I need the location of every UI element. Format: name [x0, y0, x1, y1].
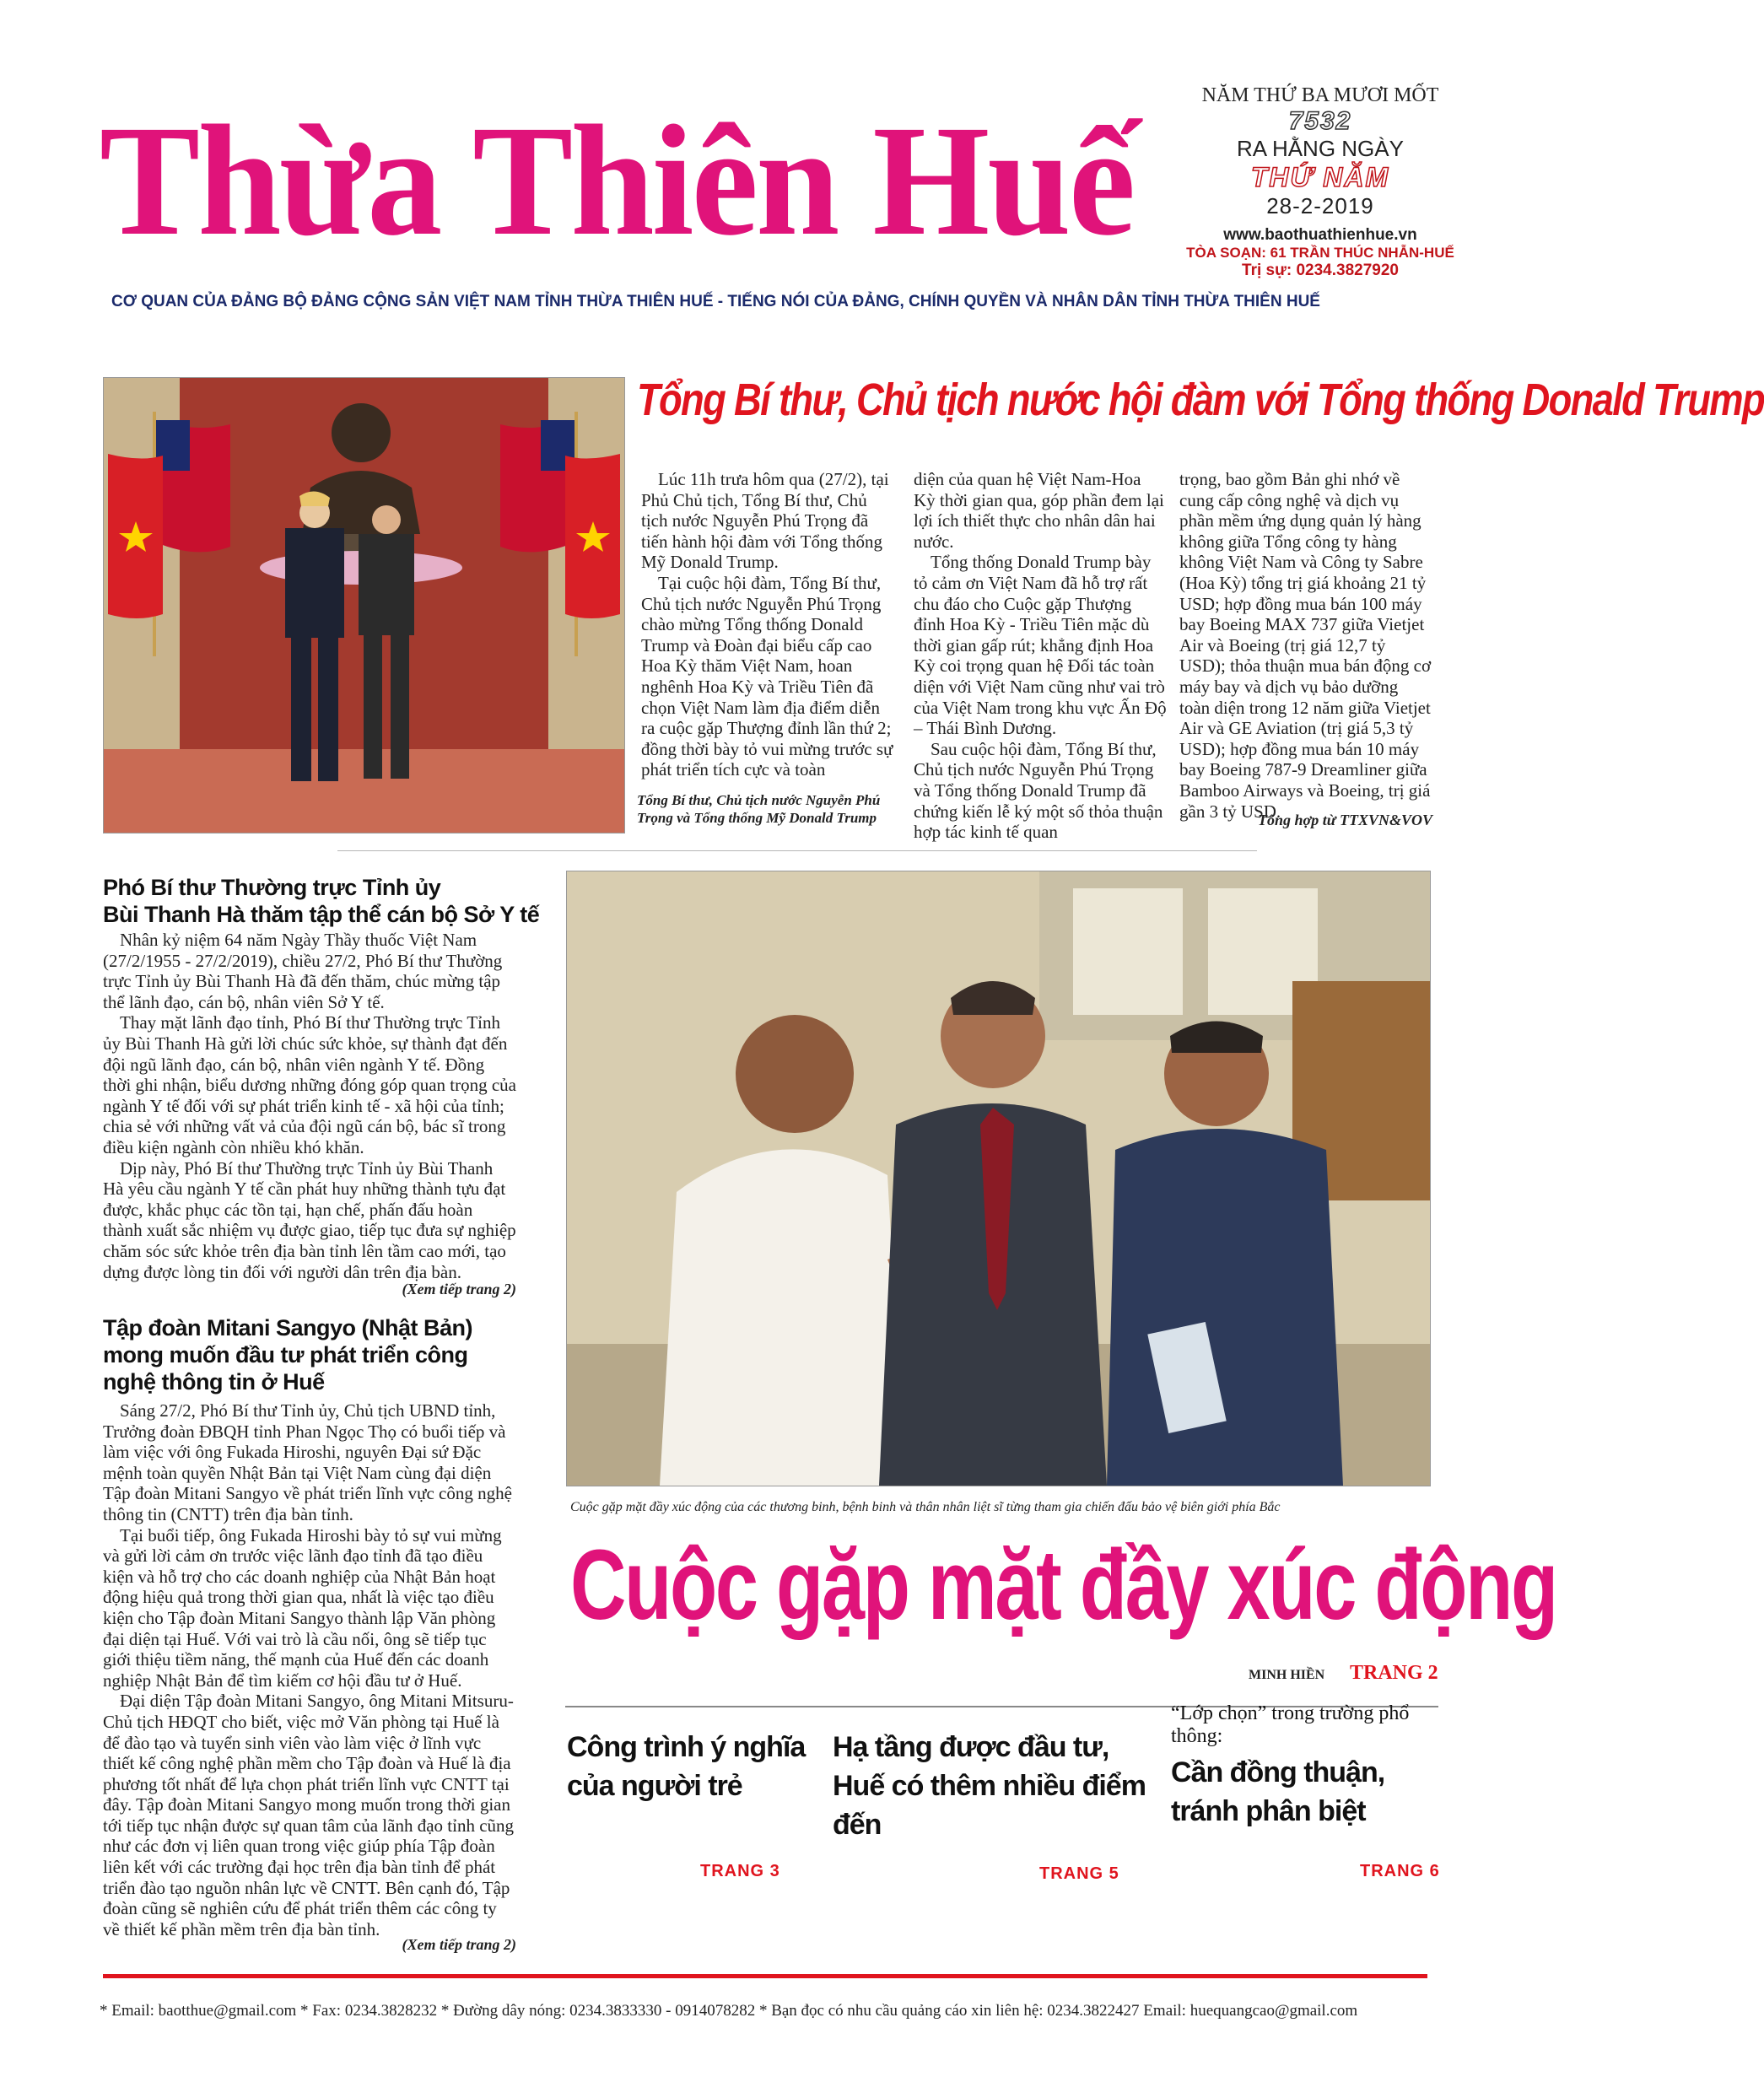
lead-photo [103, 377, 625, 833]
feature-headline[interactable]: Cuộc gặp mặt đầy xúc động [570, 1529, 1556, 1641]
masthead-title: Thừa Thiên Huế [100, 92, 1134, 268]
lead-source: Tổng hợp từ TTXVN&VOV [1258, 812, 1432, 828]
footer-contact: * Email: baotthue@gmail.com * Fax: 0234.3828232 * Đường dây nóng: 0234.3833330 - 0914078282 * Bạn đọc có nhu cầu quảng cáo xin liên hệ: 0234.3822427 Email: huequangcao@gmail.com [100, 2002, 1358, 2020]
lead-headline[interactable]: Tổng Bí thư, Chủ tịch nước hội đàm với Tổng thống Donald Trump [637, 375, 1764, 425]
lead-paragraph: Tổng thống Donald Trump bày tỏ cảm ơn Việt Nam đã hỗ trợ rất chu đáo cho Cuộc gặp Thượng đỉnh Hoa Kỳ - Triều Tiên mặc dù thời gian gấp rút; khẳng định Hoa Kỳ coi trọng quan hệ Đối tác toàn diện với Việt Nam cũng như vai trò của Việt Nam trong khu vực Ấn Độ – Thái Bình Dương. [914, 552, 1167, 739]
teaser-kicker: “Lớp chọn” trong trường phổ thông: [1171, 1702, 1410, 1747]
feature-photo-illustration [567, 871, 1430, 1486]
story3-continue-link[interactable]: (Xem tiếp trang 2) [402, 1936, 516, 1953]
lead-column-1 [641, 469, 894, 780]
lead-column-2 [914, 469, 1167, 843]
story2-paragraph: Nhân kỷ niệm 64 năm Ngày Thầy thuốc Việt Nam (27/2/1955 - 27/2/2019), chiều 27/2, Phó Bí thư Thường trực Tỉnh ủy Bùi Thanh Hà đã đến thăm, chúc mừng tập thể lãnh đạo, cán bộ, nhân viên Sở Y tế. [103, 930, 503, 1012]
teaser-title-line: của người trẻ [567, 1770, 742, 1802]
teaser-title-line: Công trình ý nghĩa [567, 1731, 806, 1763]
story2-headline-line: Bùi Thanh Hà thăm tập thể cán bộ Sở Y tế [103, 902, 540, 927]
story3-headline-line: Tập đoàn Mitani Sangyo (Nhật Bản) [103, 1315, 473, 1340]
story3-paragraph: Đại diện Tập đoàn Mitani Sangyo, ông Mitani Mitsuru- Chủ tịch HĐQT cho biết, việc mở Văn phòng tại Huế là để đào tạo và tuyển sinh viên vào làm việc ở lĩnh vực thiết kế công nghệ phần mềm cho Tập đoàn và Huế là địa phương tốt nhất để lựa chọn phát triển lĩnh vực CNTT tại đây. Tập đoàn Mitani Sangyo mong muốn trong thời gian tới tiếp tục nhận được sự quan tâm của lãnh đạo tỉnh cũng như các đơn vị liên quan trong việc giúp phía Tập đoàn liên kết với các trường đại học trên địa bàn tỉnh để phát triển đào tạo nguồn nhân lực về CNTT. Bên cạnh đó, Tập đoàn cũng sẽ nghiên cứu để phát triển thêm các công ty về thiết kế phần mềm trên địa bàn tỉnh. [103, 1691, 515, 1939]
office-address: TÒA SOẠN: 61 TRẦN THÚC NHẪN-HUẾ [1186, 245, 1454, 261]
teaser-1[interactable] [567, 1728, 820, 1805]
issue-info [1181, 84, 1459, 280]
teaser-2-page-link[interactable]: TRANG 5 [1039, 1864, 1119, 1883]
story3-body [103, 1400, 516, 1939]
story3-paragraph: Tại buổi tiếp, ông Fukada Hiroshi bày tỏ sự vui mừng và gửi lời cảm ơn trước việc lãnh đạo tỉnh đã tạo điều kiện và hỗ trợ cho các doanh nghiệp của Nhật Bản hoạt động hiệu quả trong thời gian qua, nhất là việc tạo điều kiện cho Tập đoàn Mitani Sangyo thành lập Văn phòng đại diện tại Huế. Với vai trò là cầu nối, ông sẽ tiếp tục giới thiệu tiềm năng, thế mạnh của Huế đến các doanh nghiệp Nhật Bản để tìm kiếm cơ hội đầu tư ở Huế. [103, 1524, 502, 1691]
feature-photo-caption: Cuộc gặp mặt đầy xúc động của các thương binh, bệnh binh và thân nhân liệt sĩ từng tham gia chiến đấu bảo vệ biên giới phía Bắc [570, 1500, 1281, 1514]
lead-photo-caption: Tổng Bí thư, Chủ tịch nước Nguyễn Phú Trọng và Tổng thống Mỹ Donald Trump [637, 792, 881, 826]
issue-frequency: RA HẰNG NGÀY [1237, 136, 1404, 161]
section-divider [337, 850, 1257, 851]
lead-paragraph: trọng, bao gồm Bản ghi nhớ về cung cấp công nghệ và dịch vụ phần mềm ứng dụng quản lý hàng không giữa Tổng công ty hàng không Việt Nam và Công ty Sabre (Hoa Kỳ) tổng trị giá khoảng 21 tỷ USD; hợp đồng mua bán 100 máy bay Boeing MAX 737 giữa Vietjet Air và Boeing (trị giá 12,7 tỷ USD); thỏa thuận mua bán động cơ máy bay và dịch vụ bảo dưỡng toàn diện trong 12 năm giữa Vietjet Air và GE Aviation (trị giá 5,3 tỷ USD); hợp đồng mua bán 10 máy bay Boeing 787-9 Dreamliner giữa Bamboo Airways và Boeing, trị giá gần 3 tỷ USD. [1179, 469, 1432, 822]
teaser-title-line: Hạ tầng được đầu tư, [833, 1731, 1109, 1763]
story3-headline[interactable] [103, 1314, 542, 1395]
lead-photo-illustration [104, 378, 624, 833]
lead-paragraph: Sau cuộc hội đàm, Tổng Bí thư, Chủ tịch nước Nguyễn Phú Trọng và Tổng thống Donald Trump đã chứng kiến lễ ký một số thỏa thuận hợp tác kinh tế quan [914, 738, 1163, 843]
story2-continue-link[interactable]: (Xem tiếp trang 2) [402, 1281, 516, 1297]
office-phone: Trị sự: 0234.3827920 [1242, 262, 1399, 279]
story2-paragraph: Dịp này, Phó Bí thư Thường trực Tỉnh ủy Bùi Thanh Hà yêu cầu ngành Y tế cần phát huy những thành tựu đạt được, khắc phục các tồn tại, hạn chế, phấn đấu hoàn thành xuất sắc nhiệm vụ được giao, tiếp tục đưa sự nghiệp chăm sóc sức khỏe trên địa bàn tỉnh lên tầm cao mới, tạo dựng được lòng tin đối với người dân trên địa bàn. [103, 1157, 516, 1282]
story2-paragraph: Thay mặt lãnh đạo tỉnh, Phó Bí thư Thường trực Tỉnh ủy Bùi Thanh Hà gửi lời chúc sức khỏe, sự thành đạt đến đội ngũ lãnh đạo, cán bộ, nhân viên ngành Y tế. Đồng thời ghi nhận, biểu dương những đóng góp quan trọng của ngành Y tế đối với sự phát triển kinh tế - xã hội của tỉnh; chia sẻ với những vất vả của đội ngũ cán bộ, bác sĩ trong điều kiện ngành còn nhiều khó khăn. [103, 1012, 516, 1157]
teaser-3-page-link[interactable]: TRANG 6 [1360, 1862, 1440, 1880]
story3-headline-line: nghệ thông tin ở Huế [103, 1369, 325, 1394]
lead-paragraph: Tại cuộc hội đàm, Tổng Bí thư, Chủ tịch nước Nguyễn Phú Trọng chào mừng Tổng thống Donald Trump và Đoàn đại biểu cấp cao Hoa Kỳ thăm Việt Nam, hoan nghênh Hoa Kỳ và Triều Tiên đã chọn Việt Nam làm địa điểm diễn ra cuộc gặp Thượng đỉnh lần thứ 2; đồng thời bày tỏ vui mừng trước sự phát triển tích cực và toàn [641, 572, 893, 780]
feature-photo [566, 871, 1431, 1486]
lead-column-3 [1179, 469, 1432, 822]
feature-author: MINH HIỀN [1249, 1668, 1325, 1682]
issue-year-line: NĂM THỨ BA MƯƠI MỐT [1201, 84, 1439, 106]
lead-paragraph: diện của quan hệ Việt Nam-Hoa Kỳ thời gian qua, góp phần đem lại lợi ích thiết thực cho nhân dân hai nước. [914, 469, 1164, 552]
teaser-title-line: Huế có thêm nhiều điểm đến [833, 1770, 1146, 1841]
story2-headline-line: Phó Bí thư Thường trực Tỉnh ủy [103, 875, 441, 900]
masthead-subtitle: CƠ QUAN CỦA ĐẢNG BỘ ĐẢNG CỘNG SẢN VIỆT NAM TỈNH THỪA THIÊN HUẾ - TIẾNG NÓI CỦA ĐẢNG, CHÍNH QUYỀN VÀ NHÂN DÂN TỈNH THỪA THIÊN HUẾ [111, 293, 1320, 310]
story2-body [103, 930, 516, 1282]
teaser-2[interactable] [833, 1728, 1153, 1844]
story2-headline[interactable] [103, 874, 542, 928]
feature-page-link[interactable]: TRANG 2 [1350, 1662, 1438, 1684]
teaser-title-line: Cần đồng thuận, [1171, 1756, 1385, 1788]
teaser-3[interactable] [1171, 1702, 1441, 1831]
website-link[interactable]: www.baothuathienhue.vn [1223, 226, 1417, 244]
teaser-1-page-link[interactable]: TRANG 3 [700, 1862, 780, 1880]
issue-number: 7532 [1288, 107, 1352, 135]
story3-headline-line: mong muốn đầu tư phát triển công [103, 1342, 468, 1367]
story3-paragraph: Sáng 27/2, Phó Bí thư Tỉnh ủy, Chủ tịch UBND tỉnh, Trưởng đoàn ĐBQH tỉnh Phan Ngọc Thọ có buổi tiếp và làm việc với ông Fukada Hiroshi, nguyên Đại sứ Đặc mệnh toàn quyền Nhật Bản tại Việt Nam cùng đại diện Tập đoàn Mitani Sangyo về phát triển lĩnh vực công nghệ thông tin (CNTT) trên địa bàn tỉnh. [103, 1400, 512, 1524]
footer-rule [103, 1974, 1427, 1978]
teaser-title-line: tránh phân biệt [1171, 1795, 1366, 1827]
issue-weekday: THỨ NĂM [1250, 162, 1390, 192]
lead-paragraph: Lúc 11h trưa hôm qua (27/2), tại Phủ Chủ tịch, Tổng Bí thư, Chủ tịch nước Nguyễn Phú Trọng đã tiến hành hội đàm với Tổng thống Mỹ Donald Trump. [641, 469, 889, 573]
issue-date: 28-2-2019 [1266, 193, 1374, 218]
